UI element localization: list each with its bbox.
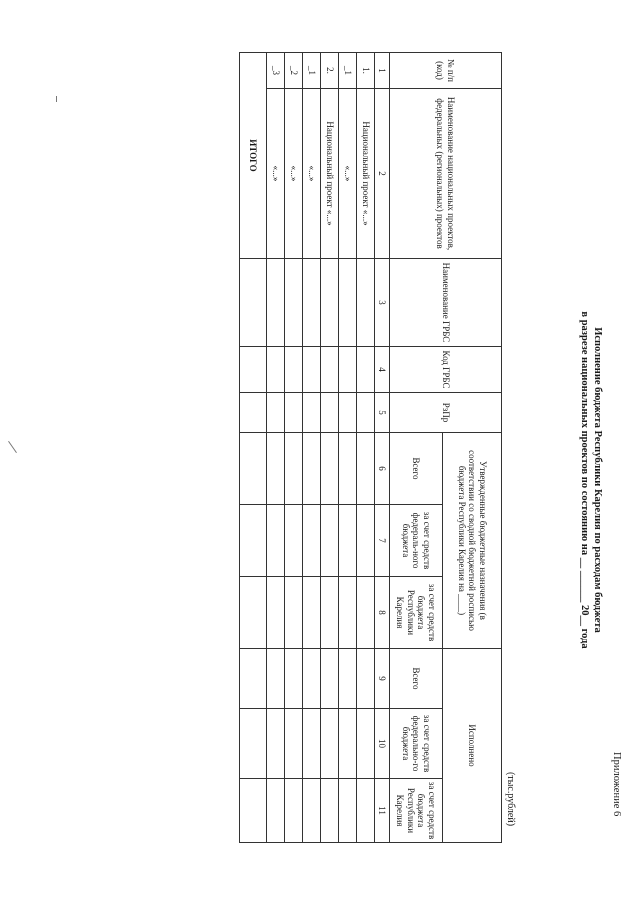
col-header-approved-federal: за счет средств федераль-ного бюджета xyxy=(390,505,443,577)
col-header-approved-total: Всего xyxy=(390,433,443,505)
row-code: _3 xyxy=(267,53,285,89)
column-number: 5 xyxy=(375,393,390,433)
row-name: «...» xyxy=(339,89,357,259)
column-number: 1 xyxy=(375,53,390,89)
column-number: 10 xyxy=(375,709,390,779)
col-header-num: № п/п (код) xyxy=(390,53,502,89)
column-number: 3 xyxy=(375,259,390,347)
total-row xyxy=(240,53,267,843)
col-header-exec-federal: за счет средств федерально-го бюджета xyxy=(390,709,443,779)
col-header-approved-republic: за счет средств бюджета Республики Карелия xyxy=(390,577,443,649)
total-label: ИТОГО xyxy=(240,53,267,259)
column-number: 11 xyxy=(375,779,390,843)
column-number: 9 xyxy=(375,649,390,709)
col-header-executed: Исполнено xyxy=(443,649,502,843)
column-number: 8 xyxy=(375,577,390,649)
col-header-exec-total: Всего xyxy=(390,649,443,709)
table-row xyxy=(321,53,339,843)
row-name: Национальный проект «...» xyxy=(357,89,375,259)
column-number: 6 xyxy=(375,433,390,505)
row-name: «...» xyxy=(267,89,285,259)
row-code: 1. xyxy=(357,53,375,89)
table-row xyxy=(357,53,375,843)
document-title xyxy=(578,160,604,800)
table-row xyxy=(267,53,285,843)
col-header-approved: Утвержденные бюджетные назначения (в соответствии со сводной бюджетной росписью бюджета Республики Карелия на ____) xyxy=(443,433,502,649)
row-code: _2 xyxy=(285,53,303,89)
units-label: (тыс.рублей) xyxy=(505,772,516,827)
row-code: _1 xyxy=(339,53,357,89)
column-number: 7 xyxy=(375,505,390,577)
row-name: «...» xyxy=(303,89,321,259)
row-code: _1 xyxy=(303,53,321,89)
column-number: 2 xyxy=(375,89,390,259)
row-code: 2. xyxy=(321,53,339,89)
table-row xyxy=(303,53,321,843)
appendix-label: Приложение 6 xyxy=(611,752,622,817)
scan-mark xyxy=(56,96,57,102)
column-number: 4 xyxy=(375,347,390,393)
row-name: Национальный проект «...» xyxy=(321,89,339,259)
table-row xyxy=(339,53,357,843)
title-line-1: Исполнение бюджета Республики Карелия по расходам бюджета xyxy=(592,327,603,633)
col-header-project-name: Наименование национальных проектов, федеральных (региональных) проектов xyxy=(390,89,502,259)
table-row xyxy=(285,53,303,843)
col-header-exec-republic: за счет средств бюджета Республики Карелия xyxy=(390,779,443,843)
col-header-grbs-code: Код ГРБС xyxy=(390,347,502,393)
header-row-1 xyxy=(443,53,502,843)
col-header-grbs-name: Наименование ГРБС xyxy=(390,259,502,347)
row-name: «...» xyxy=(285,89,303,259)
budget-table xyxy=(239,52,502,843)
col-header-rzpr: РзПр xyxy=(390,393,502,433)
title-line-2: в разрезе национальных проектов по состоянию на __ ______ 20__ года xyxy=(579,311,590,649)
column-number-row xyxy=(375,53,390,843)
